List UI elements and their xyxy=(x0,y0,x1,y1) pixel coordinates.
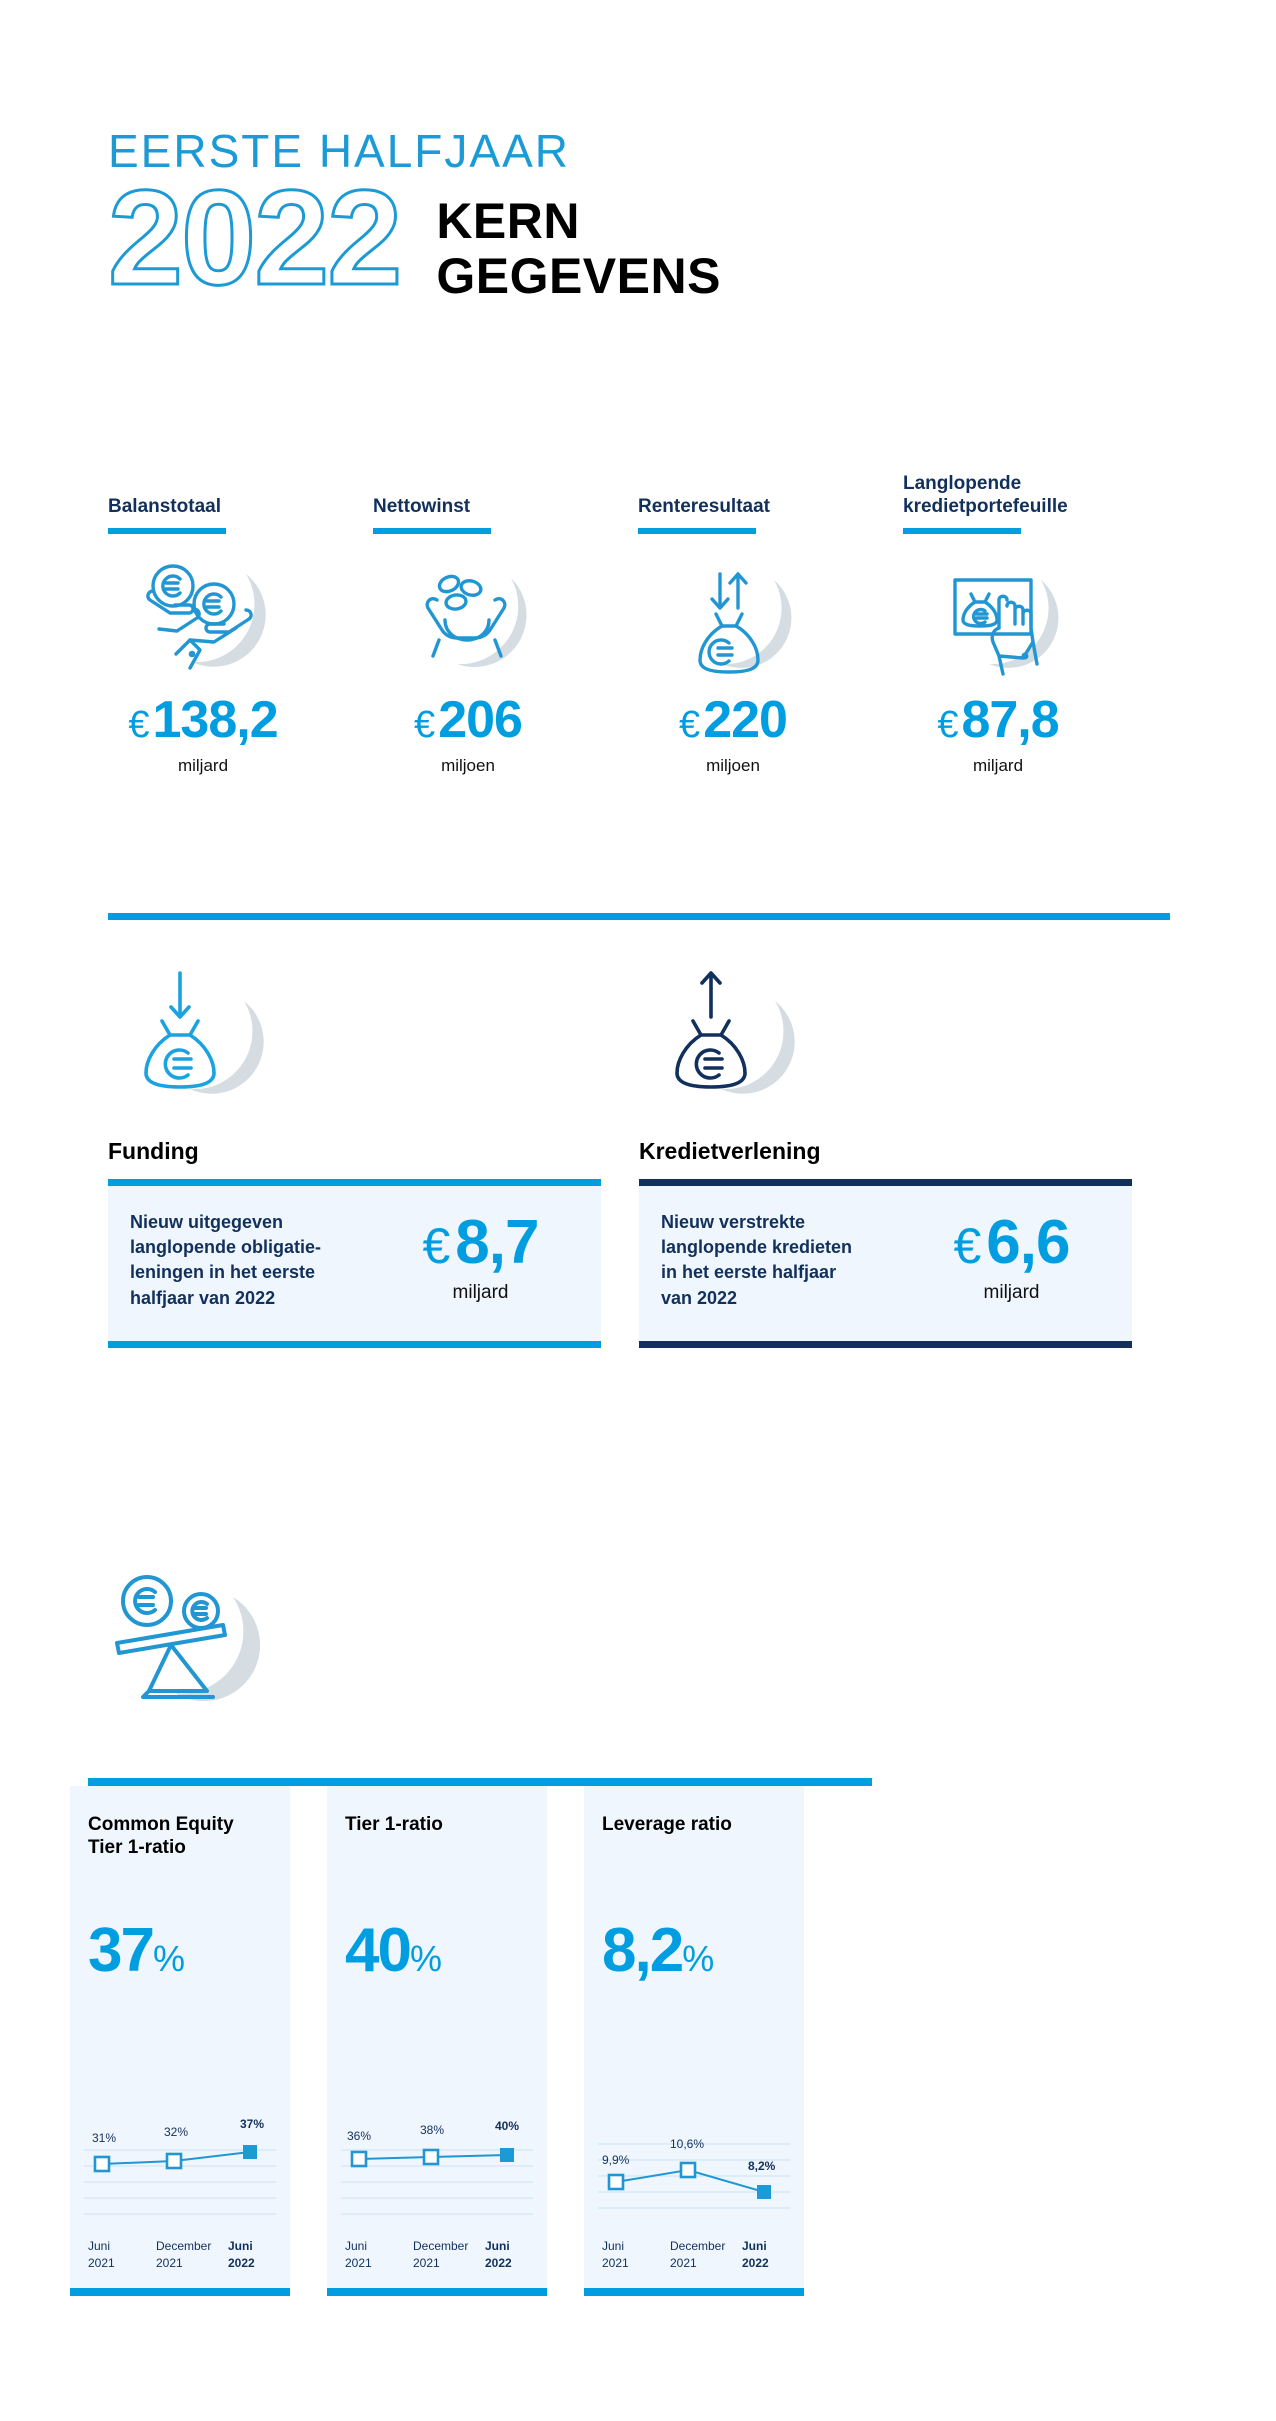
kpi-number: 87,8 xyxy=(961,691,1059,749)
funding-amount-wrap xyxy=(380,1210,581,1304)
credit-description xyxy=(661,1210,911,1311)
kpi-value xyxy=(108,691,298,749)
kpi-unit: miljard xyxy=(972,756,1024,775)
kpi-number: 206 xyxy=(438,691,522,749)
credit-unit: miljard xyxy=(983,1282,1040,1303)
ratio-title-line1: Common Equity xyxy=(88,1814,234,1835)
ratio-section-divider xyxy=(88,1778,872,1786)
money-bag-arrow-up-icon xyxy=(647,955,807,1120)
ratio-title-line1: Leverage ratio xyxy=(602,1814,732,1835)
credit-amount-wrap xyxy=(911,1210,1112,1304)
kpi-title: Balanstotaal xyxy=(108,495,221,517)
axis-label-2-line1: December xyxy=(670,2239,726,2253)
axis-label-3-line2: 2022 xyxy=(742,2256,769,2271)
credit-card-slot xyxy=(639,1179,1170,1348)
credit-desc-line2: langlopende kredieten xyxy=(661,1237,853,1258)
ratio-axis-labels xyxy=(602,2238,792,2273)
percent-symbol: % xyxy=(682,1938,715,1979)
funding-desc-line2: langlopende obligatie- xyxy=(130,1237,322,1258)
header-year-title xyxy=(108,162,721,313)
funding-desc-line3: leningen in het eerste xyxy=(130,1262,316,1283)
ratio-card-cet1 xyxy=(70,1786,290,2296)
funding-desc-line1: Nieuw uitgegeven xyxy=(130,1212,284,1232)
kpi-unit: miljoen xyxy=(441,756,495,775)
ratio-big-value xyxy=(345,1916,529,1985)
axis-label-1 xyxy=(345,2238,413,2273)
credit-card xyxy=(639,1179,1132,1348)
axis-label-2-line2: 2021 xyxy=(156,2256,183,2271)
funding-title: Funding xyxy=(108,1138,199,1164)
money-bag-arrow-down-icon xyxy=(116,955,276,1120)
kpi-card-nettowinst xyxy=(373,470,638,776)
euro-symbol: € xyxy=(679,704,700,746)
euro-symbol: € xyxy=(937,704,958,746)
ratio-axis-labels xyxy=(88,2238,278,2273)
hand-with-coins-icon xyxy=(373,534,563,694)
kpi-row xyxy=(108,470,1168,776)
ratio-big-number: 8,2 xyxy=(602,1916,683,1985)
kpi-value xyxy=(903,691,1093,749)
euro-symbol: € xyxy=(422,1218,450,1274)
kpi-title-line2: kredietportefeuille xyxy=(903,495,1068,517)
section-divider xyxy=(108,913,1170,920)
credit-title-cell xyxy=(639,1138,1170,1165)
ratio-big-number: 37 xyxy=(88,1916,153,1985)
ratio-title xyxy=(345,1814,529,1862)
percent-symbol: % xyxy=(409,1938,442,1979)
axis-label-2-line2: 2021 xyxy=(413,2256,440,2271)
kpi-card-renteresultaat xyxy=(638,470,903,776)
funding-credit-titles xyxy=(108,1138,1170,1165)
kpi-title: Nettowinst xyxy=(373,495,471,517)
ratio-title-line1: Tier 1-ratio xyxy=(345,1814,443,1835)
axis-label-3-line1: Juni xyxy=(228,2239,253,2253)
axis-label-2 xyxy=(156,2238,228,2273)
axis-label-1-line2: 2021 xyxy=(602,2256,629,2271)
axis-label-1 xyxy=(602,2238,670,2273)
ratio-title-line2: Tier 1-ratio xyxy=(88,1836,186,1858)
kpi-title xyxy=(903,470,1093,518)
balance-scale-euro-icon xyxy=(95,1545,265,1720)
point-label-3: 40% xyxy=(495,2119,520,2133)
axis-label-1-line1: Juni xyxy=(345,2239,368,2253)
axis-label-2-line2: 2021 xyxy=(670,2256,697,2271)
funding-icon-cell xyxy=(108,955,639,1120)
ratio-title xyxy=(88,1814,272,1862)
funding-amount-number: 8,7 xyxy=(455,1208,539,1277)
ratio-big-value xyxy=(88,1916,272,1985)
page-title-line1: KERN xyxy=(436,193,581,249)
funding-credit-icons xyxy=(108,955,1170,1120)
header-eyebrow: EERSTE HALFJAAR xyxy=(108,125,570,177)
ratio-axis-labels xyxy=(345,2238,535,2273)
point-label-2: 32% xyxy=(164,2125,189,2139)
axis-label-2-line1: December xyxy=(156,2239,212,2253)
hand-pointing-screen-money-bag-icon xyxy=(903,534,1093,694)
ratio-trend-chart xyxy=(584,2104,804,2224)
ratio-big-number: 40 xyxy=(345,1916,410,1985)
kpi-card-langlopende-kredietportefeuille xyxy=(903,470,1168,776)
point-label-2: 38% xyxy=(420,2123,445,2137)
ratio-trend-chart xyxy=(70,2104,290,2224)
funding-amount xyxy=(380,1208,581,1277)
credit-title: Kredietverlening xyxy=(639,1138,821,1164)
euro-symbol: € xyxy=(953,1218,981,1274)
funding-credit-cards xyxy=(108,1179,1170,1348)
point-label-3: 37% xyxy=(240,2117,265,2131)
kpi-card-balanstotaal xyxy=(108,470,373,776)
ratio-card-tier1 xyxy=(327,1786,547,2296)
axis-label-3 xyxy=(228,2238,255,2273)
point-label-1: 9,9% xyxy=(602,2153,630,2167)
kpi-value xyxy=(373,691,563,749)
ratio-trend-chart xyxy=(327,2104,547,2224)
header-year: 2022 xyxy=(108,162,401,313)
money-bag-up-down-arrows-icon xyxy=(638,534,828,694)
ratio-card-leverage xyxy=(584,1786,804,2296)
axis-label-1 xyxy=(88,2238,156,2273)
funding-card xyxy=(108,1179,601,1348)
page-title-line2: GEGEVENS xyxy=(436,248,721,304)
kpi-unit: miljard xyxy=(177,756,229,775)
axis-label-1-line2: 2021 xyxy=(88,2256,115,2271)
kpi-title: Renteresultaat xyxy=(638,495,770,517)
credit-amount xyxy=(911,1208,1112,1277)
funding-title-cell xyxy=(108,1138,639,1165)
point-label-3: 8,2% xyxy=(748,2159,776,2173)
ratio-cards-row xyxy=(70,1786,890,2296)
euro-symbol: € xyxy=(414,704,435,746)
point-label-1: 31% xyxy=(92,2131,117,2145)
kpi-title-line1: Langlopende xyxy=(903,473,1022,495)
axis-label-3 xyxy=(742,2238,769,2273)
ratio-title xyxy=(602,1814,786,1862)
axis-label-3 xyxy=(485,2238,512,2273)
percent-symbol: % xyxy=(152,1938,185,1979)
funding-card-slot xyxy=(108,1179,639,1348)
axis-label-3-line2: 2022 xyxy=(485,2256,512,2271)
kpi-number: 138,2 xyxy=(152,691,278,749)
axis-label-2 xyxy=(413,2238,485,2273)
page-header xyxy=(108,125,1168,388)
axis-label-1-line1: Juni xyxy=(88,2239,111,2253)
ratio-big-value xyxy=(602,1916,786,1985)
kpi-value xyxy=(638,691,828,749)
credit-amount-number: 6,6 xyxy=(986,1208,1070,1277)
axis-label-2-line1: December xyxy=(413,2239,469,2253)
axis-label-1-line1: Juni xyxy=(602,2239,625,2253)
credit-desc-line1: Nieuw verstrekte xyxy=(661,1212,806,1232)
axis-label-3-line2: 2022 xyxy=(228,2256,255,2271)
credit-desc-line4: van 2022 xyxy=(661,1287,738,1308)
axis-label-3-line1: Juni xyxy=(742,2239,767,2253)
euro-symbol: € xyxy=(128,704,149,746)
funding-description xyxy=(130,1210,380,1311)
funding-unit: miljard xyxy=(452,1282,509,1303)
point-label-2: 10,6% xyxy=(670,2137,705,2151)
kpi-unit: miljoen xyxy=(706,756,760,775)
page-title xyxy=(436,194,721,304)
credit-icon-cell xyxy=(639,955,1170,1120)
point-label-1: 36% xyxy=(347,2129,372,2143)
hands-with-euro-coins-icon xyxy=(108,534,298,694)
axis-label-1-line2: 2021 xyxy=(345,2256,372,2271)
kpi-number: 220 xyxy=(703,691,787,749)
funding-credit-section xyxy=(108,955,1170,1348)
axis-label-3-line1: Juni xyxy=(485,2239,510,2253)
funding-desc-line4: halfjaar van 2022 xyxy=(130,1287,276,1308)
axis-label-2 xyxy=(670,2238,742,2273)
credit-desc-line3: in het eerste halfjaar xyxy=(661,1262,837,1283)
